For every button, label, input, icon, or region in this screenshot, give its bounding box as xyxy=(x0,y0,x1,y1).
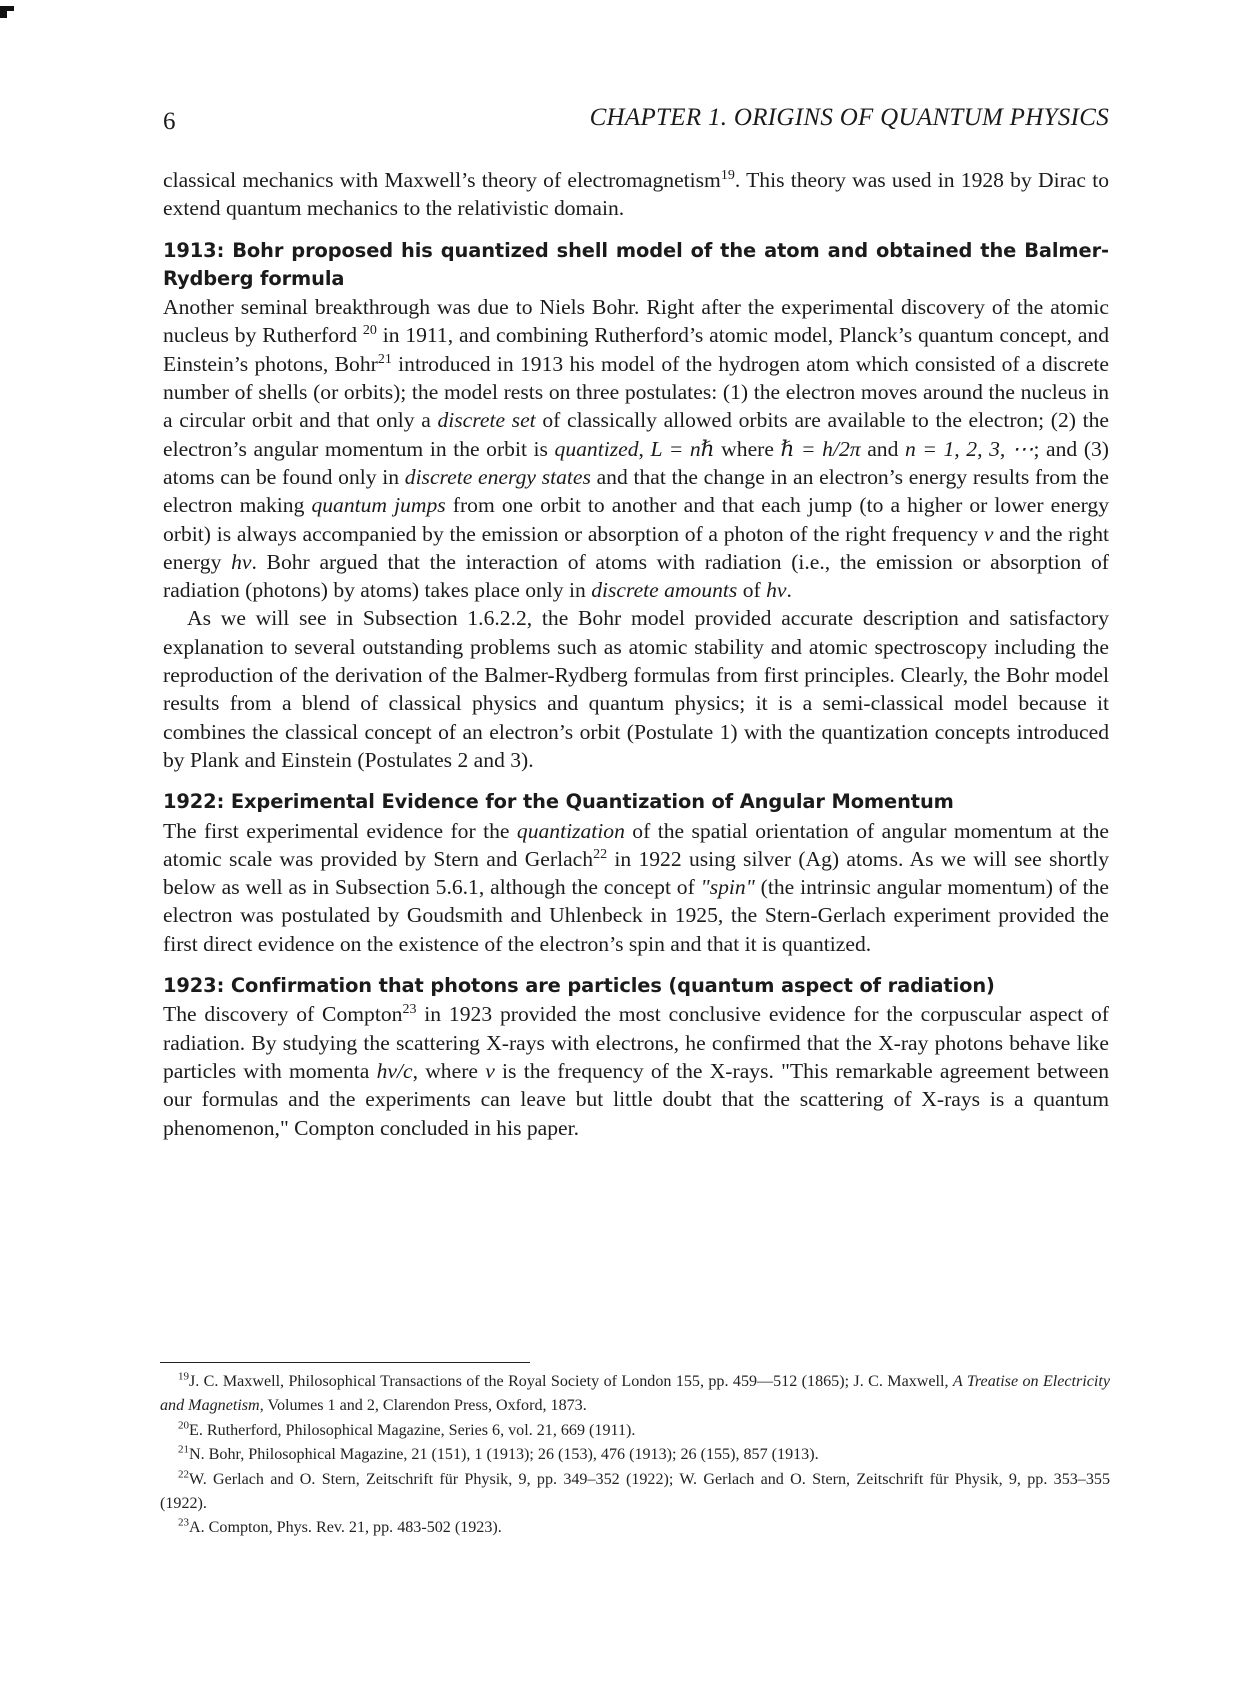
math: hν xyxy=(766,578,787,603)
chapter-title: CHAPTER 1. ORIGINS OF QUANTUM PHYSICS xyxy=(589,104,1109,131)
math: ν xyxy=(485,1058,495,1083)
emphasis: discrete energy states xyxy=(404,464,591,489)
math: ℏ = h/2π xyxy=(780,436,861,461)
footnotes xyxy=(160,1362,1110,1541)
emphasis: quantized xyxy=(554,436,639,461)
math: hν/c xyxy=(376,1058,413,1083)
footnote-20: $^{20}$E. Rutherford, Philosophical Magazine, Series 6, vol. 21, 669 (1911). xyxy=(178,1419,636,1439)
math: ν xyxy=(983,521,994,546)
bohr-paragraph-2: As we will see in Subsection 1.6.2.2, the Bohr model provided accurate description and satisfactory explanation to several outstanding problems such as atomic stability and atomic spectroscopy including the reproduction of the derivation of the Balmer-Rydberg formulas from first principles. Clearly, the Bohr model results from a blend of classical physics and quantum physics; it is a semi-classical model because it combines the classical concept of an electron’s orbit (Postulate 1) with the quantization concepts introduced by Plank and Einstein (Postulates 2 and 3). xyxy=(163,606,1109,772)
running-head xyxy=(163,100,1109,140)
scan-corner-mark xyxy=(0,6,7,18)
footnote-ref-23[interactable]: 23 xyxy=(402,1002,417,1018)
emphasis: discrete amounts xyxy=(591,578,738,603)
page-number: 6 xyxy=(163,108,176,135)
math: L = nℏ xyxy=(650,436,715,461)
emphasis: quantum jumps xyxy=(311,493,446,518)
emphasis: "spin" xyxy=(700,875,755,900)
emphasis: discrete set xyxy=(437,408,536,433)
footnote-ref-20[interactable]: 20 xyxy=(362,323,377,339)
footnote-21: $^{21}$N. Bohr, Philosophical Magazine, 21 (151), 1 (1913); 26 (153), 476 (1913); 26 (155), 857 (1913). xyxy=(178,1443,819,1464)
stern-gerlach-paragraph: The first experimental evidence for the quantization of the spatial orientation of angular momentum at the atomic scale was provided by Stern and Gerlach$^{22}$ in 1922 using silver (Ag) atoms. As we will see shortly below as well as in Subsection 5.6.1, although the concept of "spin" (the intrinsic angular momentum) of the electron was postulated by Goudsmith and Uhlenbeck in 1925, the Stern-Gerlach experiment provided the first direct evidence on the existence of the electron’s spin and that it is quantized. xyxy=(163,818,1110,956)
section-heading-stern-gerlach: 1922: Experimental Evidence for the Quantization of Angular Momentum xyxy=(163,790,954,814)
bohr-paragraph-1: Another seminal breakthrough was due to Niels Bohr. Right after the experimental discovery of the atomic nucleus by Rutherford $^{20}$ in 1911, and combining Rutherford’s atomic model, Planck’s quantum concept, and Einstein’s photons, Bohr$^{21}$ introduced in 1913 his model of the hydrogen atom which consisted of a discrete number of shells (or orbits); the model rests on three postulates: (1) the electron moves around the nucleus in a circular orbit and that only a discrete set of classically allowed orbits are available to the electron; (2) the electron’s angular momentum in the orbit is quantized, L = nℏ where ℏ = h/2π and n = 1, 2, 3, ⋯; and (3) atoms can be found only in discrete energy states and that the change in an electron’s energy results from the electron making quantum jumps from one orbit to another and that each jump (to a higher or lower energy orbit) is always accompanied by the emission or absorption of a photon of the right frequency ν and the right energy hν. Bohr argued that the interaction of atoms with radiation (i.e., the emission or absorption of radiation (photons) by atoms) takes place only in discrete amounts of hν. xyxy=(163,295,1110,603)
intro-paragraph: classical mechanics with Maxwell’s theory of electromagnetism$^{19}$. This theory was used in 1928 by Dirac to extend quantum mechanics to the relativistic domain. xyxy=(163,167,1109,221)
footnote-23: $^{23}$A. Compton, Phys. Rev. 21, pp. 483-502 (1923). xyxy=(178,1517,502,1537)
math: n = 1, 2, 3, ⋯ xyxy=(904,436,1034,461)
footnote-22: $^{22}$W. Gerlach and O. Stern, Zeitschrift für Physik, 9, pp. 349–352 (1922); W. Gerlach and O. Stern, Zeitschrift für Physik, 9, pp. 353–355 (1922). xyxy=(160,1468,1110,1513)
footnote-ref-22[interactable]: 22 xyxy=(593,846,608,862)
footnote-divider xyxy=(160,1362,530,1363)
section-heading-bohr: 1913: Bohr proposed his quantized shell model of the atom and obtained the Balmer-Rydberg formula xyxy=(163,238,1109,290)
math: hν xyxy=(231,549,252,574)
body-text xyxy=(163,166,1109,1142)
emphasis: quantization xyxy=(516,818,625,843)
footnote-ref-21[interactable]: 21 xyxy=(377,351,392,367)
footnote-ref-19[interactable]: 19 xyxy=(720,167,735,183)
footnote-19: $^{19}$J. C. Maxwell, Philosophical Transactions of the Royal Society of London 155, pp. 459—512 (1865); J. C. Maxwell, A Treatise on Electricity and Magnetism, Volumes 1 and 2, Clarendon Press, Oxford, 1873. xyxy=(160,1370,1110,1415)
book-page xyxy=(163,100,1109,1142)
section-heading-compton: 1923: Confirmation that photons are particles (quantum aspect of radiation) xyxy=(163,974,995,998)
compton-paragraph: The discovery of Compton$^{23}$ in 1923 provided the most conclusive evidence for the corpuscular aspect of radiation. By studying the scattering X-rays with electrons, he confirmed that the X-ray photons behave like particles with momenta hν/c, where ν is the frequency of the X-rays. "This remarkable agreement between our formulas and the experiments can leave but little doubt that the scattering of X-rays is a quantum phenomenon," Compton concluded in his paper. xyxy=(163,1002,1109,1140)
